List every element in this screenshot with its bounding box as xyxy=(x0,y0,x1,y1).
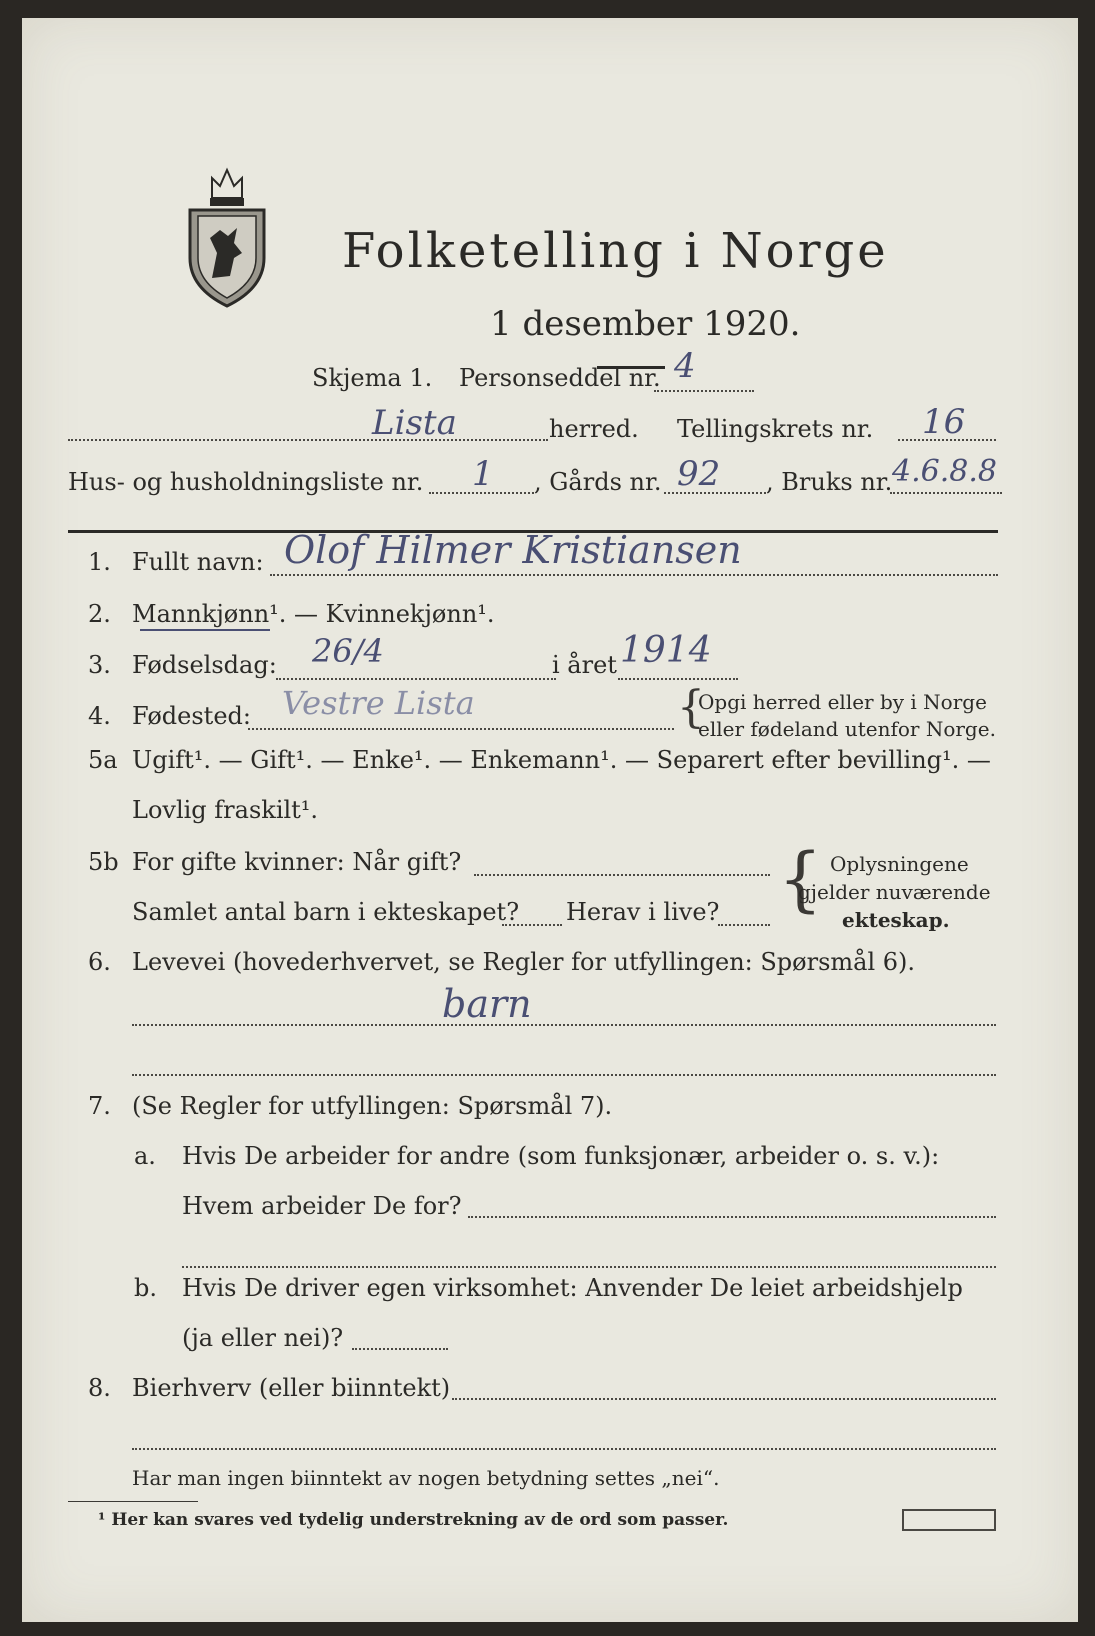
tellingskrets-label: Tellingskrets nr. xyxy=(677,415,874,443)
q1-label: Fullt navn: xyxy=(132,548,264,576)
gards-label: , Gårds nr. xyxy=(534,468,662,496)
marriage-note-line1: Oplysningene xyxy=(830,852,969,876)
skjema-label: Skjema 1. xyxy=(312,364,433,392)
birthday-line xyxy=(276,678,556,680)
footnote: ¹ Her kan svares ved tydelig understrekning av de ord som passer. xyxy=(98,1510,729,1530)
q7b-line1: Hvis De driver egen virksomhet: Anvender De leiet arbeidshjelp xyxy=(182,1274,963,1302)
side-income-line1 xyxy=(452,1398,996,1400)
tellingskrets-value[interactable]: 16 xyxy=(922,402,966,442)
q1-line xyxy=(270,574,998,576)
coat-of-arms-icon xyxy=(182,158,272,308)
q7-number: 7. xyxy=(88,1092,111,1120)
q4-number: 4. xyxy=(88,702,111,730)
q2-number: 2. xyxy=(88,600,111,628)
occupation-line2 xyxy=(132,1074,996,1076)
q7a-line1: Hvis De arbeider for andre (som funksjonær, arbeider o. s. v.): xyxy=(182,1142,940,1170)
personseddel-line xyxy=(654,390,754,392)
census-form xyxy=(22,18,1078,1622)
husholdningsliste-value[interactable]: 1 xyxy=(472,454,494,494)
birth-year-value[interactable]: 1914 xyxy=(620,630,712,671)
married-when-line xyxy=(474,874,770,876)
q8-label: Bierhverv (eller biinntekt) xyxy=(132,1374,451,1402)
herred-value[interactable]: Lista xyxy=(372,403,457,443)
printer-stamp xyxy=(902,1509,996,1531)
q3-label: Fødselsdag: xyxy=(132,651,277,679)
gender-underline-mark xyxy=(140,629,270,631)
q6-number: 6. xyxy=(88,948,111,976)
children-alive-line xyxy=(718,924,770,926)
birth-year-line xyxy=(618,678,738,680)
herred-line xyxy=(68,439,548,441)
bruks-value[interactable]: 4.6.8.8 xyxy=(892,454,997,489)
q7b-line2: (ja eller nei)? xyxy=(182,1324,344,1352)
birthday-value[interactable]: 26/4 xyxy=(312,632,384,670)
q7-label: (Se Regler for utfyllingen: Spørsmål 7). xyxy=(132,1092,613,1120)
birthplace-note-brace: { xyxy=(677,682,705,733)
q7b-number: b. xyxy=(134,1274,157,1302)
bruks-label: , Bruks nr. xyxy=(766,468,893,496)
hired-help-line xyxy=(352,1348,448,1350)
bruks-line xyxy=(890,492,1002,494)
birthplace-note-line2: eller fødeland utenfor Norge. xyxy=(698,717,996,741)
q7a-number: a. xyxy=(134,1142,156,1170)
occupation-line1 xyxy=(132,1024,996,1026)
gards-value[interactable]: 92 xyxy=(677,454,721,494)
marriage-note-line2: gjelder nuværende xyxy=(798,880,991,904)
husholdningsliste-label: Hus- og husholdningsliste nr. xyxy=(68,468,424,496)
full-name-value[interactable]: Olof Hilmer Kristiansen xyxy=(284,528,742,572)
q2-label: Mannkjønn¹. — Kvinnekjønn¹. xyxy=(132,600,495,628)
occupation-value[interactable]: barn xyxy=(442,982,532,1026)
census-date: 1 desember 1920. xyxy=(490,304,801,344)
q5a-number: 5a xyxy=(88,746,118,774)
q3-number: 3. xyxy=(88,651,111,679)
children-total-line xyxy=(502,924,562,926)
footnote-divider xyxy=(68,1501,198,1502)
birthplace-line xyxy=(248,728,674,730)
employer-line2 xyxy=(182,1266,996,1268)
birthplace-value[interactable]: Vestre Lista xyxy=(282,684,475,722)
form-title: Folketelling i Norge xyxy=(342,223,889,279)
q5b-line2b: Herav i live? xyxy=(566,898,720,926)
employer-line1 xyxy=(468,1216,996,1218)
personseddel-label: Personseddel nr. xyxy=(459,364,661,392)
q4-label: Fødested: xyxy=(132,702,251,730)
marriage-note-line3: ekteskap. xyxy=(842,908,950,932)
q6-label: Levevei (hovederhvervet, se Regler for utfyllingen: Spørsmål 6). xyxy=(132,948,916,976)
personseddel-value[interactable]: 4 xyxy=(674,346,696,386)
herred-label: herred. xyxy=(549,415,639,443)
q5a-line1: Ugift¹. — Gift¹. — Enke¹. — Enkemann¹. — Separert efter bevilling¹. — xyxy=(132,746,991,774)
side-income-line2 xyxy=(132,1448,996,1450)
q5b-number: 5b xyxy=(88,848,119,876)
birth-year-label: i året xyxy=(552,651,617,679)
q1-number: 1. xyxy=(88,548,111,576)
side-income-note: Har man ingen biinntekt av nogen betydning settes „nei“. xyxy=(132,1466,720,1490)
q5b-line1: For gifte kvinner: Når gift? xyxy=(132,848,462,876)
birthplace-note-line1: Opgi herred eller by i Norge xyxy=(698,690,987,714)
q5b-line2a: Samlet antal barn i ekteskapet? xyxy=(132,898,520,926)
q8-number: 8. xyxy=(88,1374,111,1402)
q5a-line2: Lovlig fraskilt¹. xyxy=(132,796,319,824)
q7a-line2: Hvem arbeider De for? xyxy=(182,1192,462,1220)
marriage-note-brace: { xyxy=(778,838,823,920)
